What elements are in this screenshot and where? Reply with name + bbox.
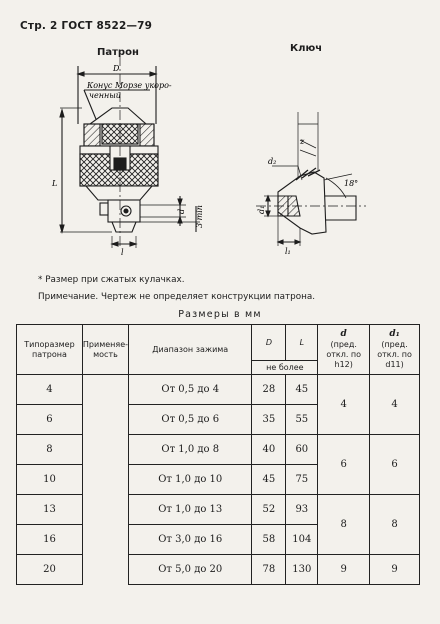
cell-D: 78 — [252, 555, 286, 585]
cell-type: 20 — [17, 555, 83, 585]
note-asterisk: * Размер при сжатых кулачках. — [38, 275, 185, 285]
cell-range: От 3,0 до 16 — [129, 525, 252, 555]
th-L: L — [286, 325, 318, 361]
technical-drawing — [0, 0, 440, 290]
cell-range: От 0,5 до 6 — [129, 405, 252, 435]
cell-applicability — [82, 375, 128, 585]
cell-d: 6 — [318, 435, 370, 495]
table-row — [17, 375, 420, 405]
label-l1: l₁ — [285, 247, 291, 256]
cell-d: 4 — [318, 375, 370, 435]
th-d1-note: (пред. откл. по d11) — [377, 340, 412, 370]
cell-D: 45 — [252, 465, 286, 495]
th-range: Диапазон зажима — [129, 325, 252, 375]
label-d1: d₁ — [257, 205, 266, 214]
cell-D: 40 — [252, 435, 286, 465]
table-row — [17, 435, 420, 465]
cell-type: 10 — [17, 465, 83, 495]
cell-L: 130 — [286, 555, 318, 585]
cell-L: 55 — [286, 405, 318, 435]
label-cone: Конус Морзе укоро- — [87, 81, 172, 90]
cell-D: 52 — [252, 495, 286, 525]
cell-D: 58 — [252, 525, 286, 555]
label-d2: d₂ — [268, 157, 277, 166]
table-row — [17, 555, 420, 585]
cell-d: 9 — [318, 555, 370, 585]
cell-range: От 0,5 до 4 — [129, 375, 252, 405]
label-cone-2: ченный — [89, 91, 121, 100]
cell-D: 35 — [252, 405, 286, 435]
cell-type: 13 — [17, 495, 83, 525]
table-title: Размеры в мм — [178, 309, 262, 320]
th-D: D — [252, 325, 286, 361]
label-angle: 18° — [344, 179, 359, 188]
cell-type: 4 — [17, 375, 83, 405]
th-not-more: не более — [252, 361, 318, 375]
cell-d1: 9 — [370, 555, 420, 585]
label-3min: 3 min — [195, 205, 204, 228]
cell-range: От 1,0 до 13 — [129, 495, 252, 525]
cell-type: 6 — [17, 405, 83, 435]
cell-L: 60 — [286, 435, 318, 465]
cell-type: 8 — [17, 435, 83, 465]
cell-L: 45 — [286, 375, 318, 405]
key-title: Ключ — [290, 43, 323, 54]
chuck-title: Патрон — [97, 47, 139, 58]
th-type: Типоразмер патрона — [17, 325, 83, 375]
cell-L: 93 — [286, 495, 318, 525]
cell-d1: 8 — [370, 495, 420, 555]
page-header: Стр. 2 ГОСТ 8522—79 — [20, 20, 153, 32]
label-l: l — [121, 248, 124, 257]
th-d1 — [370, 325, 420, 375]
cell-range: От 1,0 до 10 — [129, 465, 252, 495]
label-L: L — [52, 179, 58, 188]
cell-L: 75 — [286, 465, 318, 495]
label-d: d — [177, 208, 186, 214]
cell-d1: 4 — [370, 375, 420, 435]
th-d — [318, 325, 370, 375]
label-z: z — [300, 137, 305, 146]
label-D: D — [113, 64, 120, 73]
cell-D: 28 — [252, 375, 286, 405]
dimensions-table — [16, 324, 420, 585]
cell-range: От 1,0 до 8 — [129, 435, 252, 465]
cell-type: 16 — [17, 525, 83, 555]
cell-d: 8 — [318, 495, 370, 555]
th-d-symbol: d — [340, 328, 347, 339]
cell-d1: 6 — [370, 435, 420, 495]
th-d-note: (пред. откл. по h12) — [326, 340, 362, 370]
th-applicability: Применяе-мость — [82, 325, 128, 375]
cell-range: От 5,0 до 20 — [129, 555, 252, 585]
cell-L: 104 — [286, 525, 318, 555]
note-remark: Примечание. Чертеж не определяет конструкции патрона. — [38, 292, 316, 302]
table-row — [17, 495, 420, 525]
th-d1-symbol: d₁ — [389, 328, 400, 339]
